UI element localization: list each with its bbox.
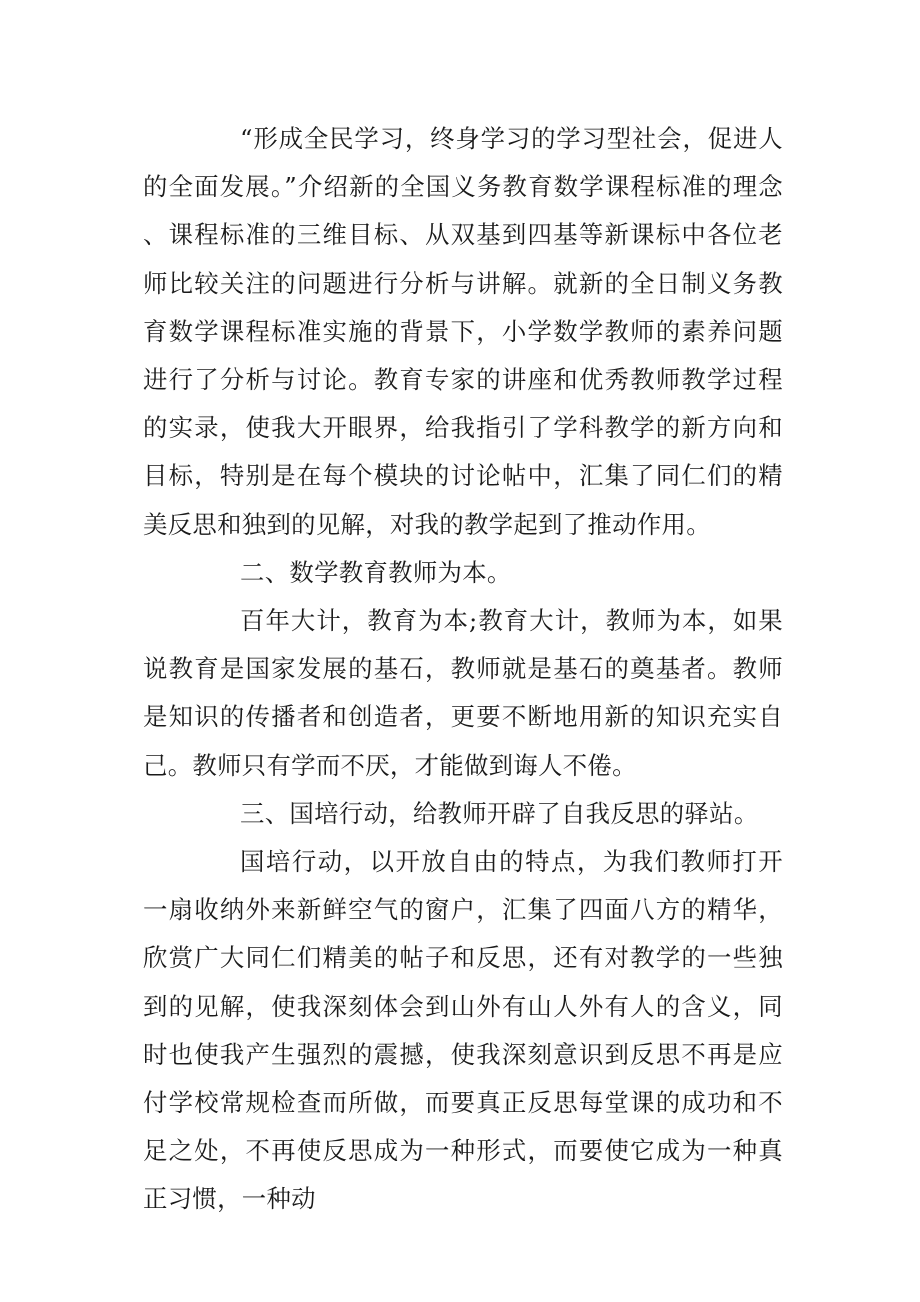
document-body (143, 115, 783, 1224)
section-heading: 三、国培行动，给教师开辟了自我反思的驿站。 (240, 798, 759, 828)
paragraph-text: 国培行动，以开放自由的特点，为我们教师打开一扇收纳外来新鲜空气的窗户，汇集了四面八方的精华，欣赏广大同仁们精美的帖子和反思，还有对教学的一些独到的见解，使我深刻体会到山外有山人外有人的含义，同时也使我产生强烈的震撼，使我深刻意识到反思不再是应付学校常规检查而所做，而要真正反思每堂课的成功和不足之处，不再使反思成为一种形式，而要使它成为一种真正习惯，一种动 (143, 847, 783, 1214)
paragraph-text: “形成全民学习，终身学习的学习型社会，促进人的全面发展。”介绍新的全国义务教育数学课程标准的理念、课程标准的三维目标、从双基到四基等新课标中各位老师比较关注的问题进行分析与讲解。就新的全日制义务教育数学课程标准实施的背景下，小学数学教师的素养问题进行了分析与讨论。教育专家的讲座和优秀教师教学过程的实录，使我大开眼界，给我指引了学科教学的新方向和目标，特别是在每个模块的讨论帖中，汇集了同仁们的精美反思和独到的见解，对我的教学起到了推动作用。 (143, 124, 783, 539)
section-heading: 二、数学教育教师为本。 (240, 557, 512, 587)
paragraph-text: 百年大计，教育为本;教育大计，教师为本，如果说教育是国家发展的基石，教师就是基石的奠基者。教师是知识的传播者和创造者，更要不断地用新的知识充实自己。教师只有学而不厌，才能做到诲人不倦。 (143, 606, 783, 780)
